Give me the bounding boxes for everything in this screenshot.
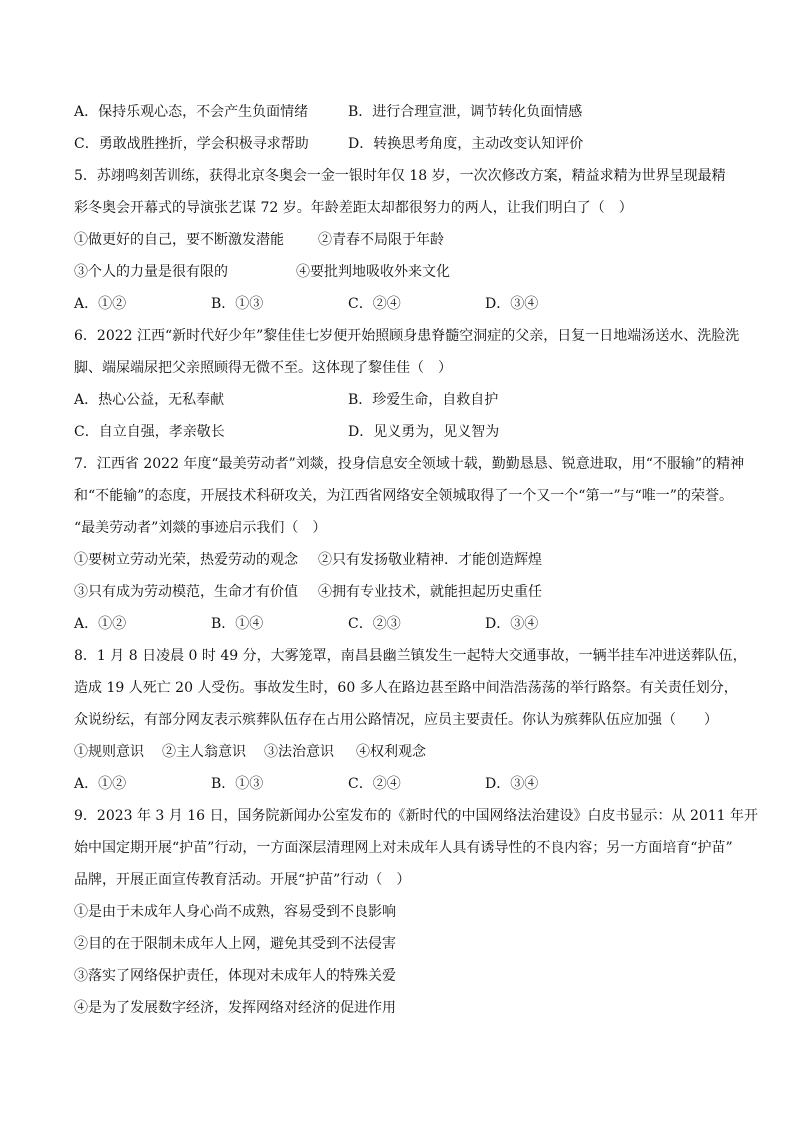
q8-statement-2: ②主人翁意识 (162, 744, 246, 760)
q5-statement-3: ③个人的力量是很有限的 (74, 264, 228, 280)
q6-stem-line-2: 脚、端屎端尿把父亲照顾得无微不至。这体现了黎佳佳（ ） (74, 360, 452, 376)
q5-option-c: C．②④ (348, 296, 401, 312)
q9-stem-line-1: 9．2023 年 3 月 16 日，国务院新闻办公室发布的《新时代的中国网络法治建设》白皮书显示：从 2011 年开 (74, 808, 759, 824)
q8-statement-4: ④权利观念 (356, 744, 426, 760)
q8-option-c: C．②④ (348, 776, 401, 792)
q5-option-b: B．①③ (211, 296, 264, 312)
q7-statement-3: ③只有成为劳动模范，生命才有价值 (74, 584, 298, 600)
q7-option-d: D．③④ (485, 616, 539, 632)
q7-stem-line-2: 和“不能输”的态度，开展技术科研攻关，为江西省网络安全领城取得了一个又一个“第一”与“唯一”的荣誉。 (74, 488, 733, 504)
q5-statement-2: ②青春不局限于年龄 (318, 232, 444, 248)
q5-statement-4: ④要批判地吸收外来文化 (296, 264, 450, 280)
q8-stem-line-1: 8．1 月 8 日凌晨 0 时 49 分，大雾笼罩，南昌县幽兰镇发生一起特大交通事故，一辆半挂车冲进送葬队伍， (74, 648, 747, 664)
q9-stem-line-2: 始中国定期开展“护苗”行动，一方面深层清理网上对未成年人具有诱导性的不良内容；另一方面培育“护苗” (74, 840, 733, 856)
q4-option-a: A．保持乐观心态，不会产生负面情绪 (74, 104, 309, 120)
q9-statement-1: ①是由于未成年人身心尚不成熟，容易受到不良影响 (74, 904, 396, 920)
q5-stem-line-1: 5．苏翊鸣刻苦训练，获得北京冬奥会一金一银时年仅 18 岁，一次次修改方案，精益求精为世界呈现最精 (74, 168, 726, 184)
q6-option-a: A．热心公益，无私奉献 (74, 392, 225, 408)
q6-option-d: D．见义勇为，见义智为 (348, 424, 500, 440)
q9-statement-4: ④是为了发展数字经济，发挥网络对经济的促进作用 (74, 1000, 396, 1016)
q7-statement-1: ①要树立劳动光荣，热爱劳动的观念 (74, 552, 298, 568)
q8-option-b: B．①③ (211, 776, 264, 792)
q7-option-c: C．②③ (348, 616, 401, 632)
q6-option-b: B．珍爱生命，自救自护 (348, 392, 499, 408)
q5-stem-line-2: 彩冬奥会开幕式的导演张艺谋 72 岁。年龄差距太却都很努力的两人，让我们明白了（ ） (74, 200, 633, 216)
q7-stem-line-3: “最美劳动者”刘燚的事迹启示我们（ ） (74, 520, 327, 536)
q8-option-d: D．③④ (485, 776, 539, 792)
q7-option-a: A．①② (74, 616, 127, 632)
q4-option-b: B．进行合理宣泄，调节转化负面情感 (348, 104, 583, 120)
q5-option-d: D．③④ (485, 296, 539, 312)
q7-statement-2: ②只有发扬敬业精神．才能创造辉煌 (318, 552, 542, 568)
q9-stem-line-3: 品牌，开展正面宣传教育活动。开展“护苗”行动（ ） (74, 872, 411, 888)
q9-statement-2: ②目的在于限制未成年人上网，避免其受到不法侵害 (74, 936, 396, 952)
q8-statement-3: ③法治意识 (264, 744, 334, 760)
q7-stem-line-1: 7．江西省 2022 年度“最美劳动者”刘燚，投身信息安全领域十载，勤勤恳恳、锐意进取，用“不服输”的精神 (74, 456, 745, 472)
q5-statement-1: ①做更好的自己，要不断激发潜能 (74, 232, 284, 248)
q7-statement-4: ④拥有专业技术，就能担起历史重任 (318, 584, 542, 600)
q8-stem-line-2: 造成 19 人死亡 20 人受伤。事故发生时，60 多人在路边甚至路中间浩浩荡荡的举行路祭。有关责任划分， (74, 680, 738, 696)
q8-option-a: A．①② (74, 776, 127, 792)
q4-option-c: C．勇敢战胜挫折，学会积极寻求帮助 (74, 136, 309, 152)
q8-stem-line-3: 众说纷纭，有部分网友表示殡葬队伍存在占用公路情况，应员主要责任。你认为殡葬队伍应加强（ ） (74, 712, 718, 728)
q6-option-c: C．自立自强，孝亲敬长 (74, 424, 225, 440)
q4-option-d: D．转换思考角度，主动改变认知评价 (348, 136, 584, 152)
q6-stem-line-1: 6．2022 江西“新时代好少年”黎佳佳七岁便开始照顾身患脊髓空洞症的父亲，日复一日地端汤送水、洗脸洗 (74, 328, 740, 344)
q5-option-a: A．①② (74, 296, 127, 312)
q8-statement-1: ①规则意识 (74, 744, 144, 760)
q7-option-b: B．①④ (211, 616, 264, 632)
q9-statement-3: ③落实了网络保护责任，体现对未成年人的特殊关爱 (74, 968, 396, 984)
